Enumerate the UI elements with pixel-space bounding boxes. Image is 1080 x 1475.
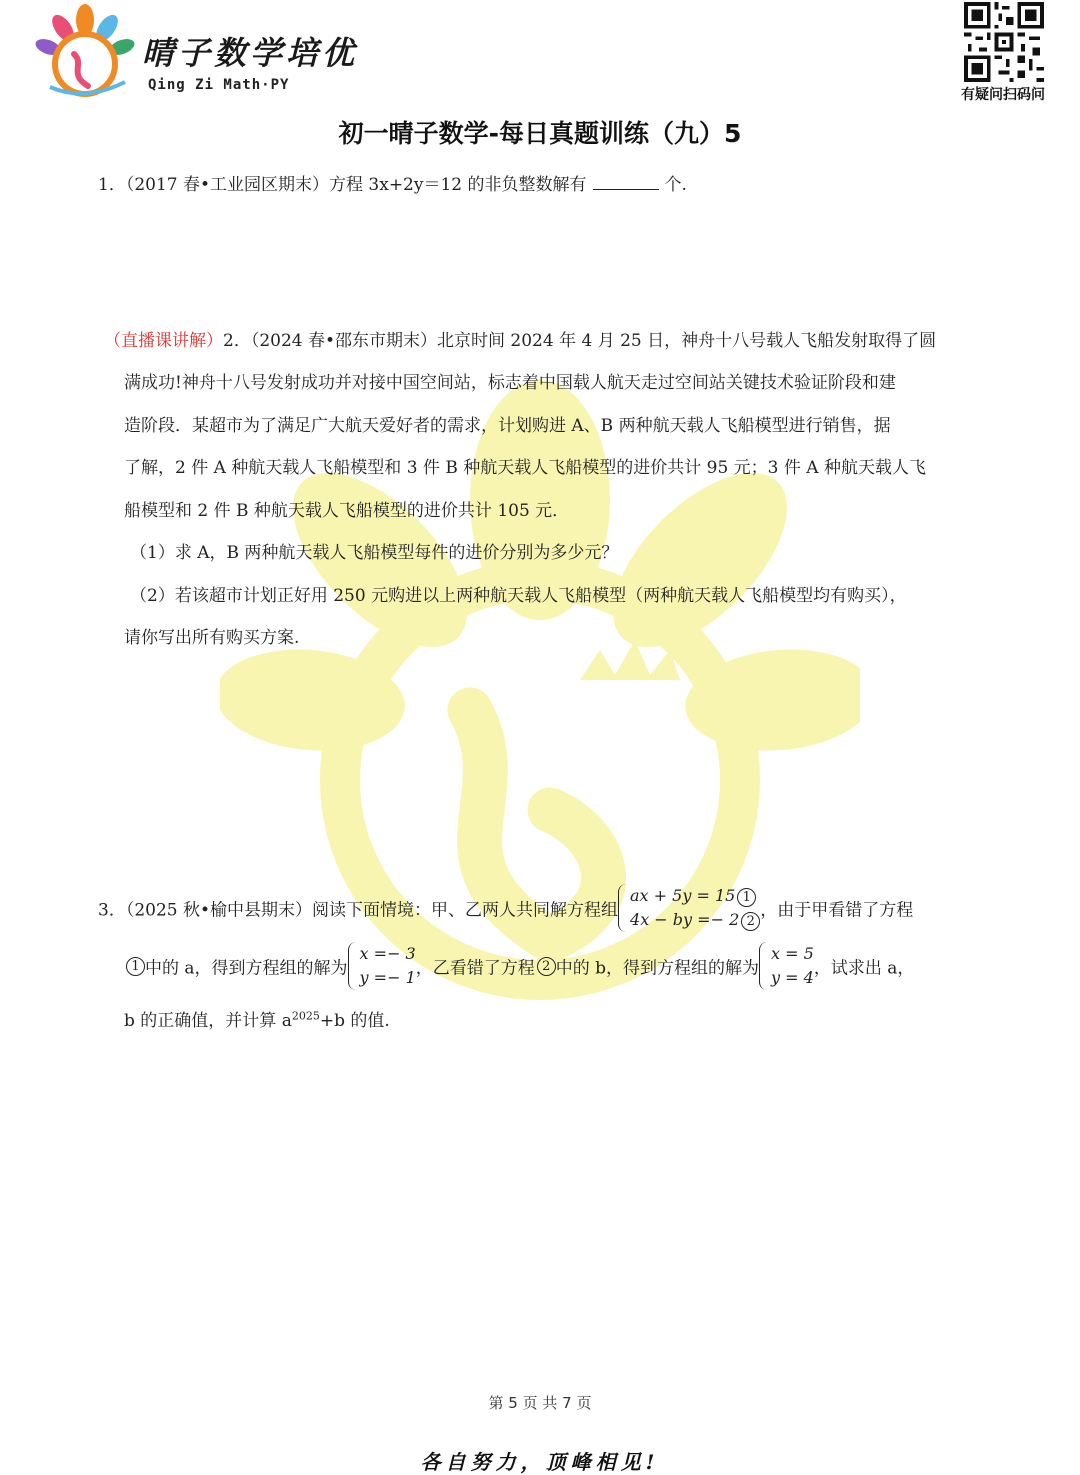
brand-name-cn: 晴子数学培优 (142, 34, 359, 72)
question-1-text: 1．（2017 春•工业园区期末）方程 3x+2y＝12 的非负整数解有 (98, 175, 587, 195)
question-3-text: b 的正确值，并计算 a (124, 1011, 292, 1031)
question-1-tail: 个. (664, 175, 687, 195)
question-2-part-2: （2）若该超市计划正好用 250 元购进以上两种航天载人飞船模型（两种航天载人飞船模型均有购买）， (130, 586, 907, 606)
question-1 (98, 170, 687, 195)
question-2-part-1: （1）求 A，B 两种航天载人飞船模型每件的进价分别为多少元？ (130, 543, 619, 563)
page-title: 初一晴子数学-每日真题训练（九）5 (338, 119, 742, 148)
brand-name-en: Qing Zi Math·PY (148, 77, 290, 93)
live-lecture-tag: （直播课讲解） (104, 331, 223, 351)
equation-system: ax + 5y = 15 1 4x − by =− 2 2 (618, 884, 760, 932)
question-2-line: 2．（2024 春•邵东市期末）北京时间 2024 年 4 月 25 日，神舟十八号载人飞船发射取得了圆 (223, 331, 937, 351)
question-2-line: 请你写出所有购买方案. (124, 628, 300, 648)
question-2-line: 船模型和 2 件 B 种航天载人飞船模型的进价共计 105 元． (124, 501, 570, 521)
qr-caption: 有疑问扫码问 (961, 87, 1045, 103)
answer-blank (593, 188, 659, 190)
document-page: 晴子数学培优 Qing Zi Math·PY 有疑问扫码问 初一晴子数学-每日真题训练（九）5 1．（2017 春•工业园区期末）方程 3x+2y＝12 的非负整数解有 个. （直播课讲解）2．（2024 春•邵东市期末）北京时间 2024 年 4 月 25 日，神舟十八号载人飞船发射取得了圆 满成功!神舟十八号发射成功并对接中国空间站，标志着中国载人航天走过空间站关键技术验证阶段和建 造阶段．某超市为了满足广大航天爱好者的需求，计划购进 A、B 两种航天载人飞船模型进行销售，据 了解，2 件 A 种航天载人飞船模型和 3 件 B 种航天载人飞船模型的进价共计 95 元；3 件 A 种航天载人飞 船模型和 2 件 B 种航天载人飞船模型的进价共计 105 元． （1）求 A，B 两种航天载人飞船模型每件的进价分别为多少元？ （2）若该超市计划正好用 250 元购进以上两种航天载人飞船模型（两种航天载人飞船模型均有购买）， 请你写出所有购买方案. 3．（2025 秋•榆中县期末）阅读下面情境：甲、乙两人共同解方程组 ax + 5y = 15 1 4x − by =− 2 2，由于甲看错了方程 1 中的 a，得到方程组的解为 x =− 3 y =− 1，乙看错了方程 2 中的 b，得到方程组的解为 x = 5 y = 4，试求出 a， b 的正确值，并计算 $a^{2025}+b$ 的值. 第 5 页 共 7 页 各自努力，顶峰相见! (0, 0, 1080, 1474)
question-2-line: 了解，2 件 A 种航天载人飞船模型和 3 件 B 种航天载人飞船模型的进价共计 95 元；3 件 A 种航天载人飞 (124, 458, 926, 478)
page-number: 第 5 页 共 7 页 (488, 1394, 592, 1412)
solution-2: x = 5 y = 4 (759, 942, 814, 990)
brand-logo-icon (30, 2, 140, 102)
solution-1: x =− 3 y =− 1 (348, 942, 416, 990)
qr-code-icon (962, 2, 1046, 82)
equation-mark-1: 1 (126, 957, 145, 976)
equation-mark-2: 2 (537, 957, 556, 976)
slogan: 各自努力，顶峰相见! (420, 1450, 660, 1474)
question-2-line: 满成功!神舟十八号发射成功并对接中国空间站，标志着中国载人航天走过空间站关键技术验证阶段和建 (124, 373, 896, 393)
exponent: 2025 (291, 1009, 320, 1023)
question-2-line: 造阶段．某超市为了满足广大航天爱好者的需求，计划购进 A、B 两种航天载人飞船模型进行销售，据 (124, 416, 891, 436)
question-3-intro: 3．（2025 秋•榆中县期末）阅读下面情境：甲、乙两人共同解方程组 (98, 900, 619, 921)
question-3-text: ，由于甲看错了方程 (760, 900, 914, 921)
